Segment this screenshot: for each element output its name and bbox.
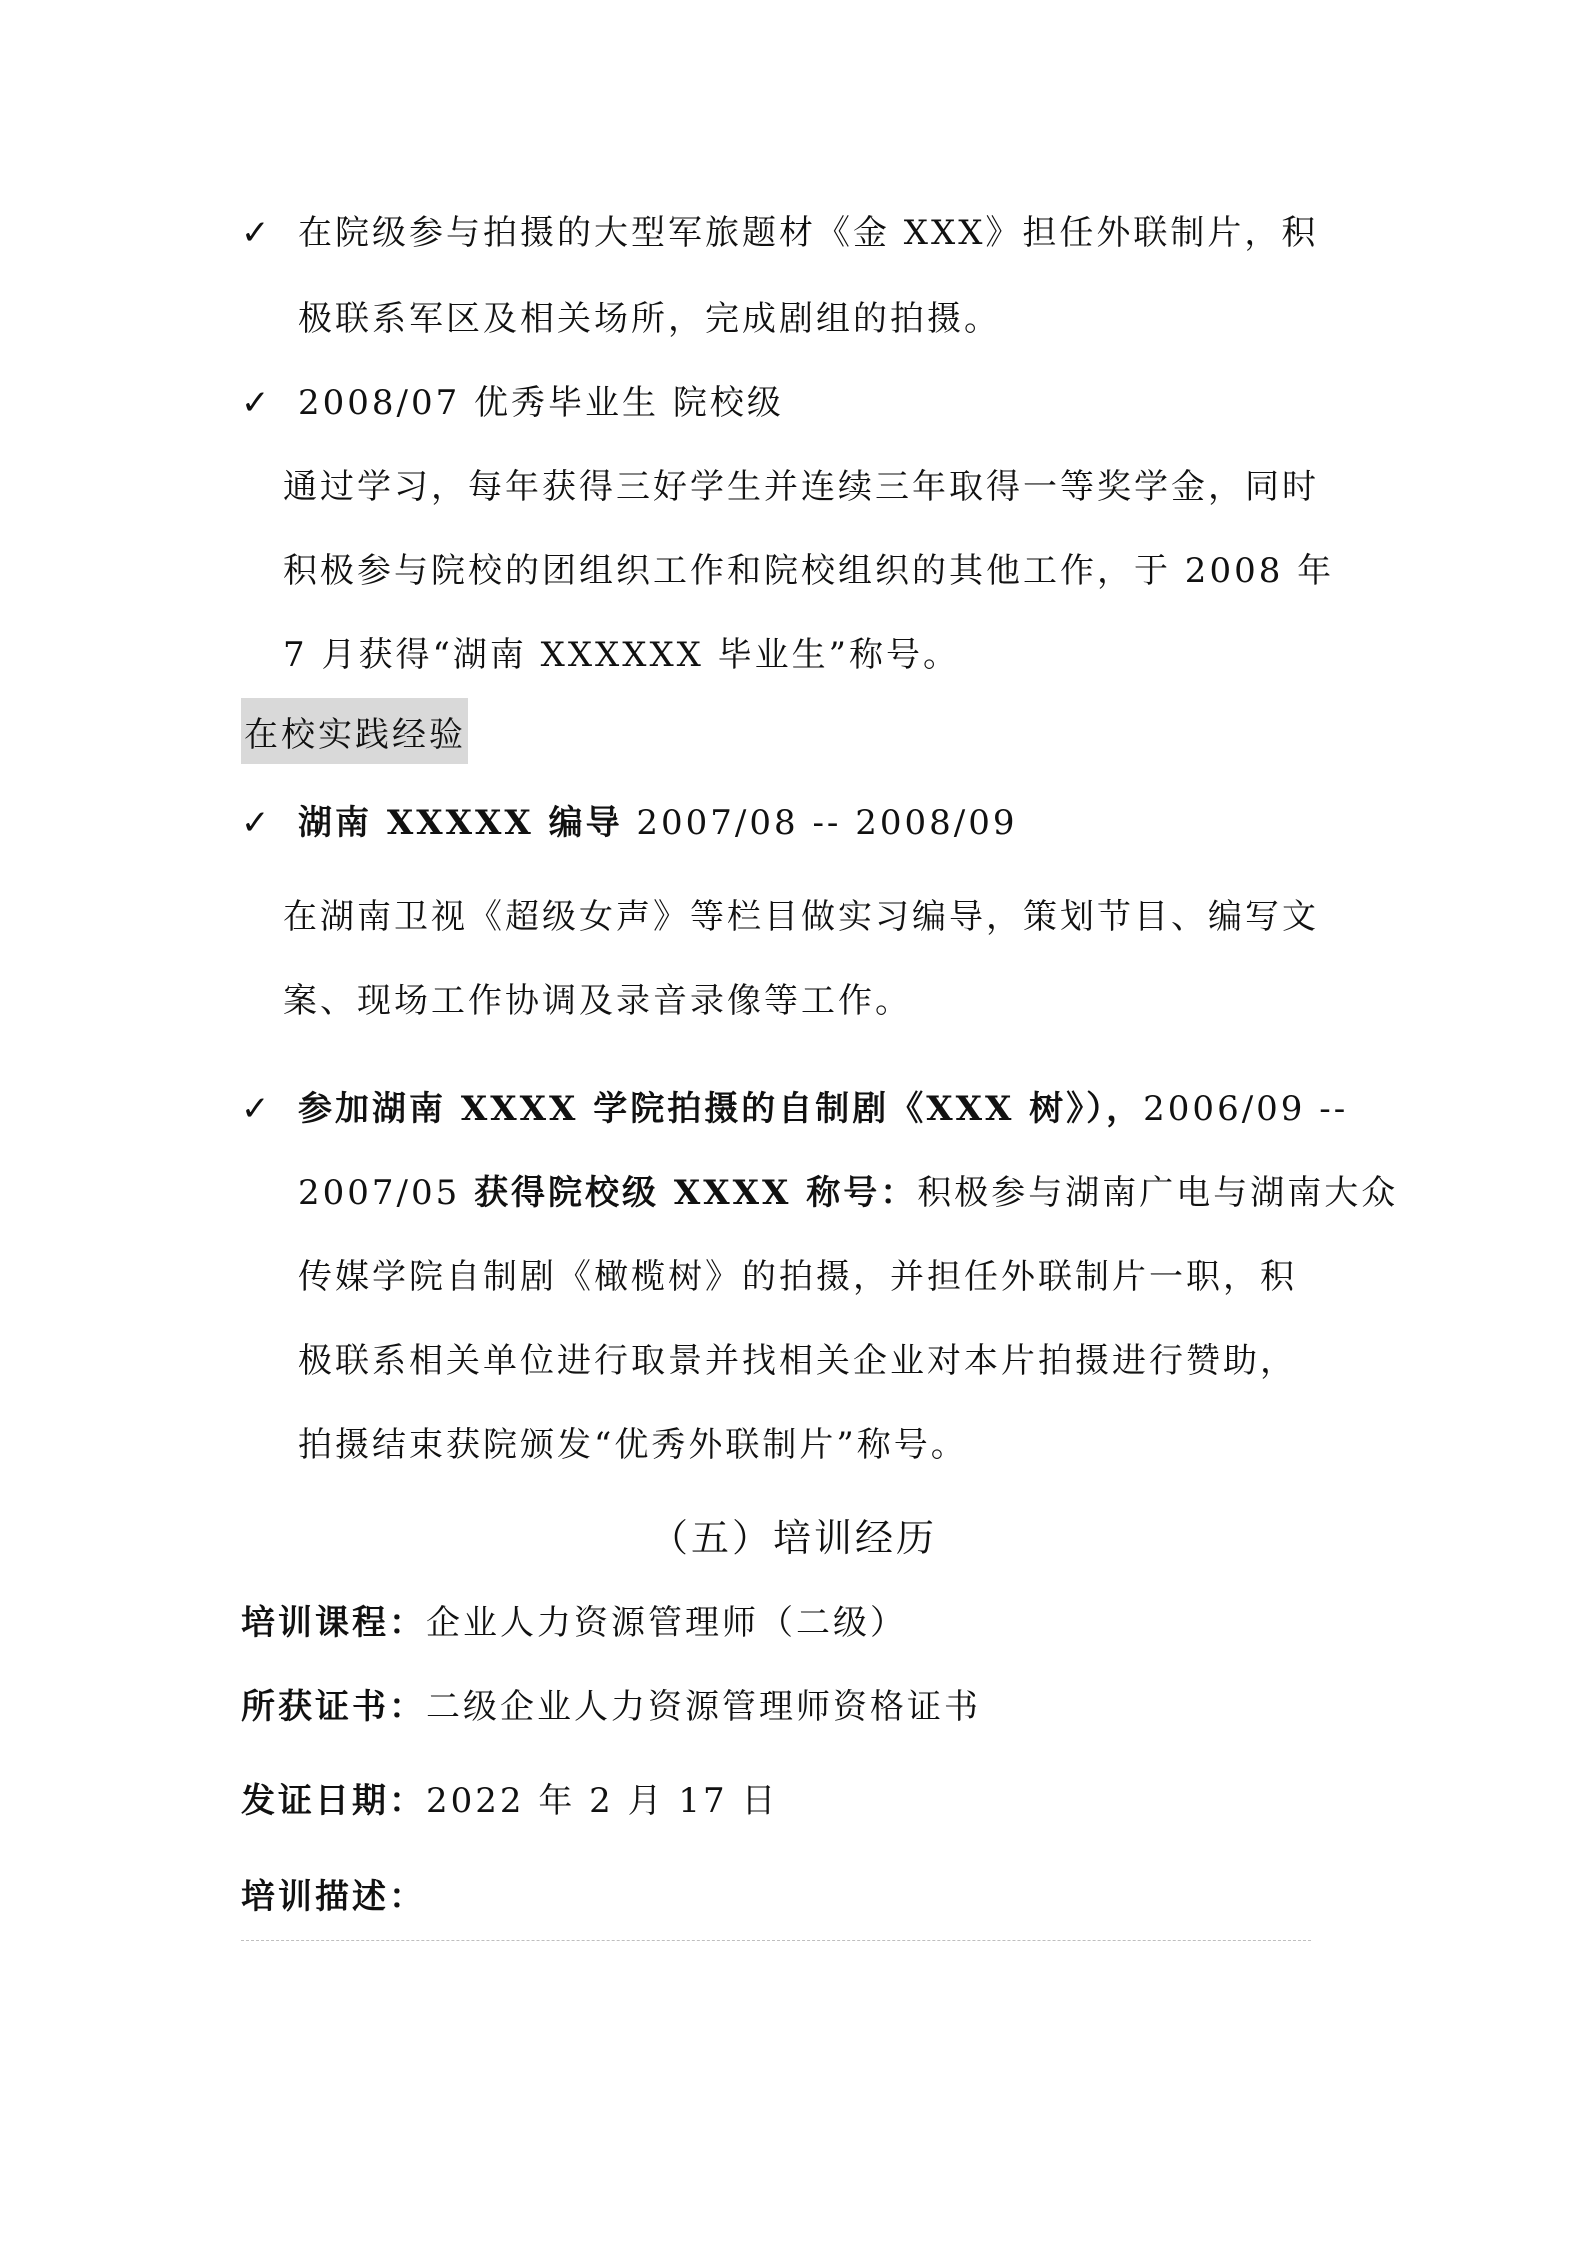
practice-title: 湖南 XXXXX 编导 2007/08 -- 2008/09 <box>298 803 1018 843</box>
practice-line: 参加湖南 XXXX 学院拍摄的自制剧《XXX 树》），2006/09 -- <box>298 1089 1349 1129</box>
award-desc: 积极参与院校的团组织工作和院校组织的其他工作，于 2008 年 <box>283 551 1335 591</box>
practice-line: 传媒学院自制剧《橄榄树》的拍摄，并担任外联制片一职，积 <box>298 1257 1297 1297</box>
practice-line: 2007/05 获得院校级 XXXX 称号：积极参与湖南广电与湖南大众 <box>298 1173 1399 1213</box>
award-title: 2008/07 优秀毕业生 院校级 <box>298 383 784 423</box>
divider <box>241 1940 1311 1941</box>
award-line: 在院级参与拍摄的大型军旅题材《金 XXX》担任外联制片，积 <box>298 213 1319 253</box>
section-heading-training: （五）培训经历 <box>649 1516 937 1560</box>
check-mark-icon: ✓ <box>241 1089 270 1129</box>
practice-desc: 案、现场工作协调及录音录像等工作。 <box>283 981 912 1021</box>
training-course: 培训课程：企业人力资源管理师（二级） <box>241 1603 907 1643</box>
practice-line: 极联系相关单位进行取景并找相关企业对本片拍摄进行赞助， <box>298 1341 1297 1381</box>
check-mark-icon: ✓ <box>241 213 270 253</box>
check-mark-icon: ✓ <box>241 383 270 423</box>
training-desc-label: 培训描述： <box>241 1877 426 1917</box>
practice-desc: 在湖南卫视《超级女声》等栏目做实习编导，策划节目、编写文 <box>283 897 1319 937</box>
award-line: 极联系军区及相关场所，完成剧组的拍摄。 <box>298 299 1001 339</box>
award-desc: 通过学习，每年获得三好学生并连续三年取得一等奖学金，同时 <box>283 467 1319 507</box>
training-cert: 所获证书：二级企业人力资源管理师资格证书 <box>241 1687 981 1727</box>
practice-line: 拍摄结束获院颁发“优秀外联制片”称号。 <box>298 1425 968 1465</box>
award-desc: 7 月获得“湖南 XXXXXX 毕业生”称号。 <box>283 635 961 675</box>
check-mark-icon: ✓ <box>241 803 270 843</box>
training-date: 发证日期：2022 年 2 月 17 日 <box>241 1781 779 1821</box>
section-heading-practice: 在校实践经验 <box>244 715 466 755</box>
